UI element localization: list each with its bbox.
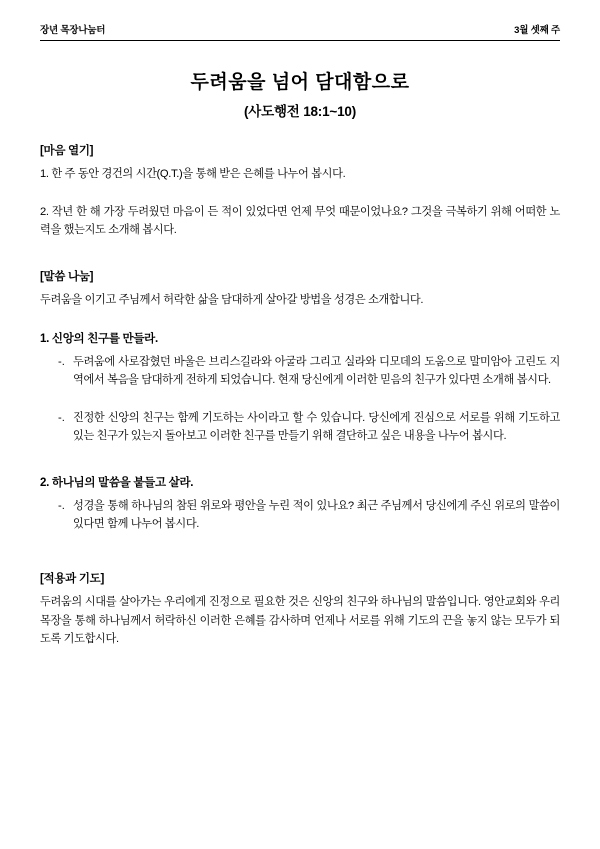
header-left-text: 장년 목장나눔터	[40, 25, 106, 36]
spacer	[40, 194, 560, 203]
bullet-mark-icon: -.	[58, 355, 65, 368]
section-heading-word-sharing: [말씀 나눔]	[40, 271, 94, 284]
spacer	[40, 456, 560, 474]
point-1-bullet-1	[40, 353, 560, 389]
document-subtitle: (사도행전 18:1~10)	[243, 104, 357, 119]
header-right-text: 3월 셋째 주	[514, 25, 560, 36]
point-2-heading: 2. 하나님의 말씀을 붙들고 살라.	[40, 477, 194, 490]
bullet-mark-icon: -.	[58, 411, 65, 424]
spacer	[40, 400, 560, 409]
section-heading-application: [적용과 기도]	[40, 573, 104, 586]
spacer	[40, 321, 560, 330]
open-heart-item-2: 2. 작년 한 해 가장 두려웠던 마음이 든 적이 있었다면 언제 무엇 때문이었나요? 그것을 극복하기 위해 어떠한 노력을 했는지도 소개해 봅시다.	[40, 206, 560, 237]
word-sharing-intro: 두려움을 이기고 주님께서 허락한 삶을 담대하게 살아갈 방법을 성경은 소개합니다.	[40, 294, 424, 307]
spacer	[40, 250, 560, 268]
point-2-bullet-1-text: 성경을 통해 하나님의 참된 위로와 평안을 누린 적이 있나요? 최근 주님께서 당신에게 주신 위로의 말씀이 있다면 함께 나누어 봅시다.	[73, 500, 560, 531]
page-header	[40, 22, 560, 40]
section-heading-open-heart: [마음 열기]	[40, 145, 94, 157]
document-title: 두려움을 넘어 담대함으로	[190, 72, 410, 93]
point-1-bullet-2	[40, 409, 560, 445]
point-2-bullet-1	[40, 497, 560, 533]
header-divider	[40, 40, 560, 41]
point-1-bullet-1-text: 두려움에 사로잡혔던 바울은 브리스길라와 아굴라 그리고 실라와 디모데의 도움으로 말미암아 고린도 지역에서 복음을 담대하게 전하게 되었습니다. 현재 당신에게 이러한 믿음의 친구가 있다면 소개해 봅시다.	[73, 355, 560, 386]
application-body: 두려움의 시대를 살아가는 우리에게 진정으로 필요한 것은 신앙의 친구와 하나님의 말씀입니다. 영안교회와 우리 목장을 통해 하나님께서 허락하신 이러한 은혜를 감사하며 언제나 서로를 위해 기도의 끈을 놓지 않는 모두가 되도록 기도합시다.	[40, 596, 560, 645]
open-heart-item-1: 1. 한 주 동안 경건의 시간(Q.T.)을 통해 받은 은혜를 나누어 봅시다.	[40, 168, 346, 180]
point-1-heading: 1. 신앙의 친구를 만들라.	[40, 332, 158, 345]
bullet-mark-icon: -.	[58, 500, 65, 513]
point-1-bullet-2-text: 진정한 신앙의 친구는 함께 기도하는 사이라고 할 수 있습니다. 당신에게 진심으로 서로를 위해 기도하고 있는 친구가 있는지 돌아보고 이러한 친구를 만들기 위해 결단하고 싶은 내용을 나누어 봅시다.	[73, 411, 560, 442]
spacer	[40, 544, 560, 570]
